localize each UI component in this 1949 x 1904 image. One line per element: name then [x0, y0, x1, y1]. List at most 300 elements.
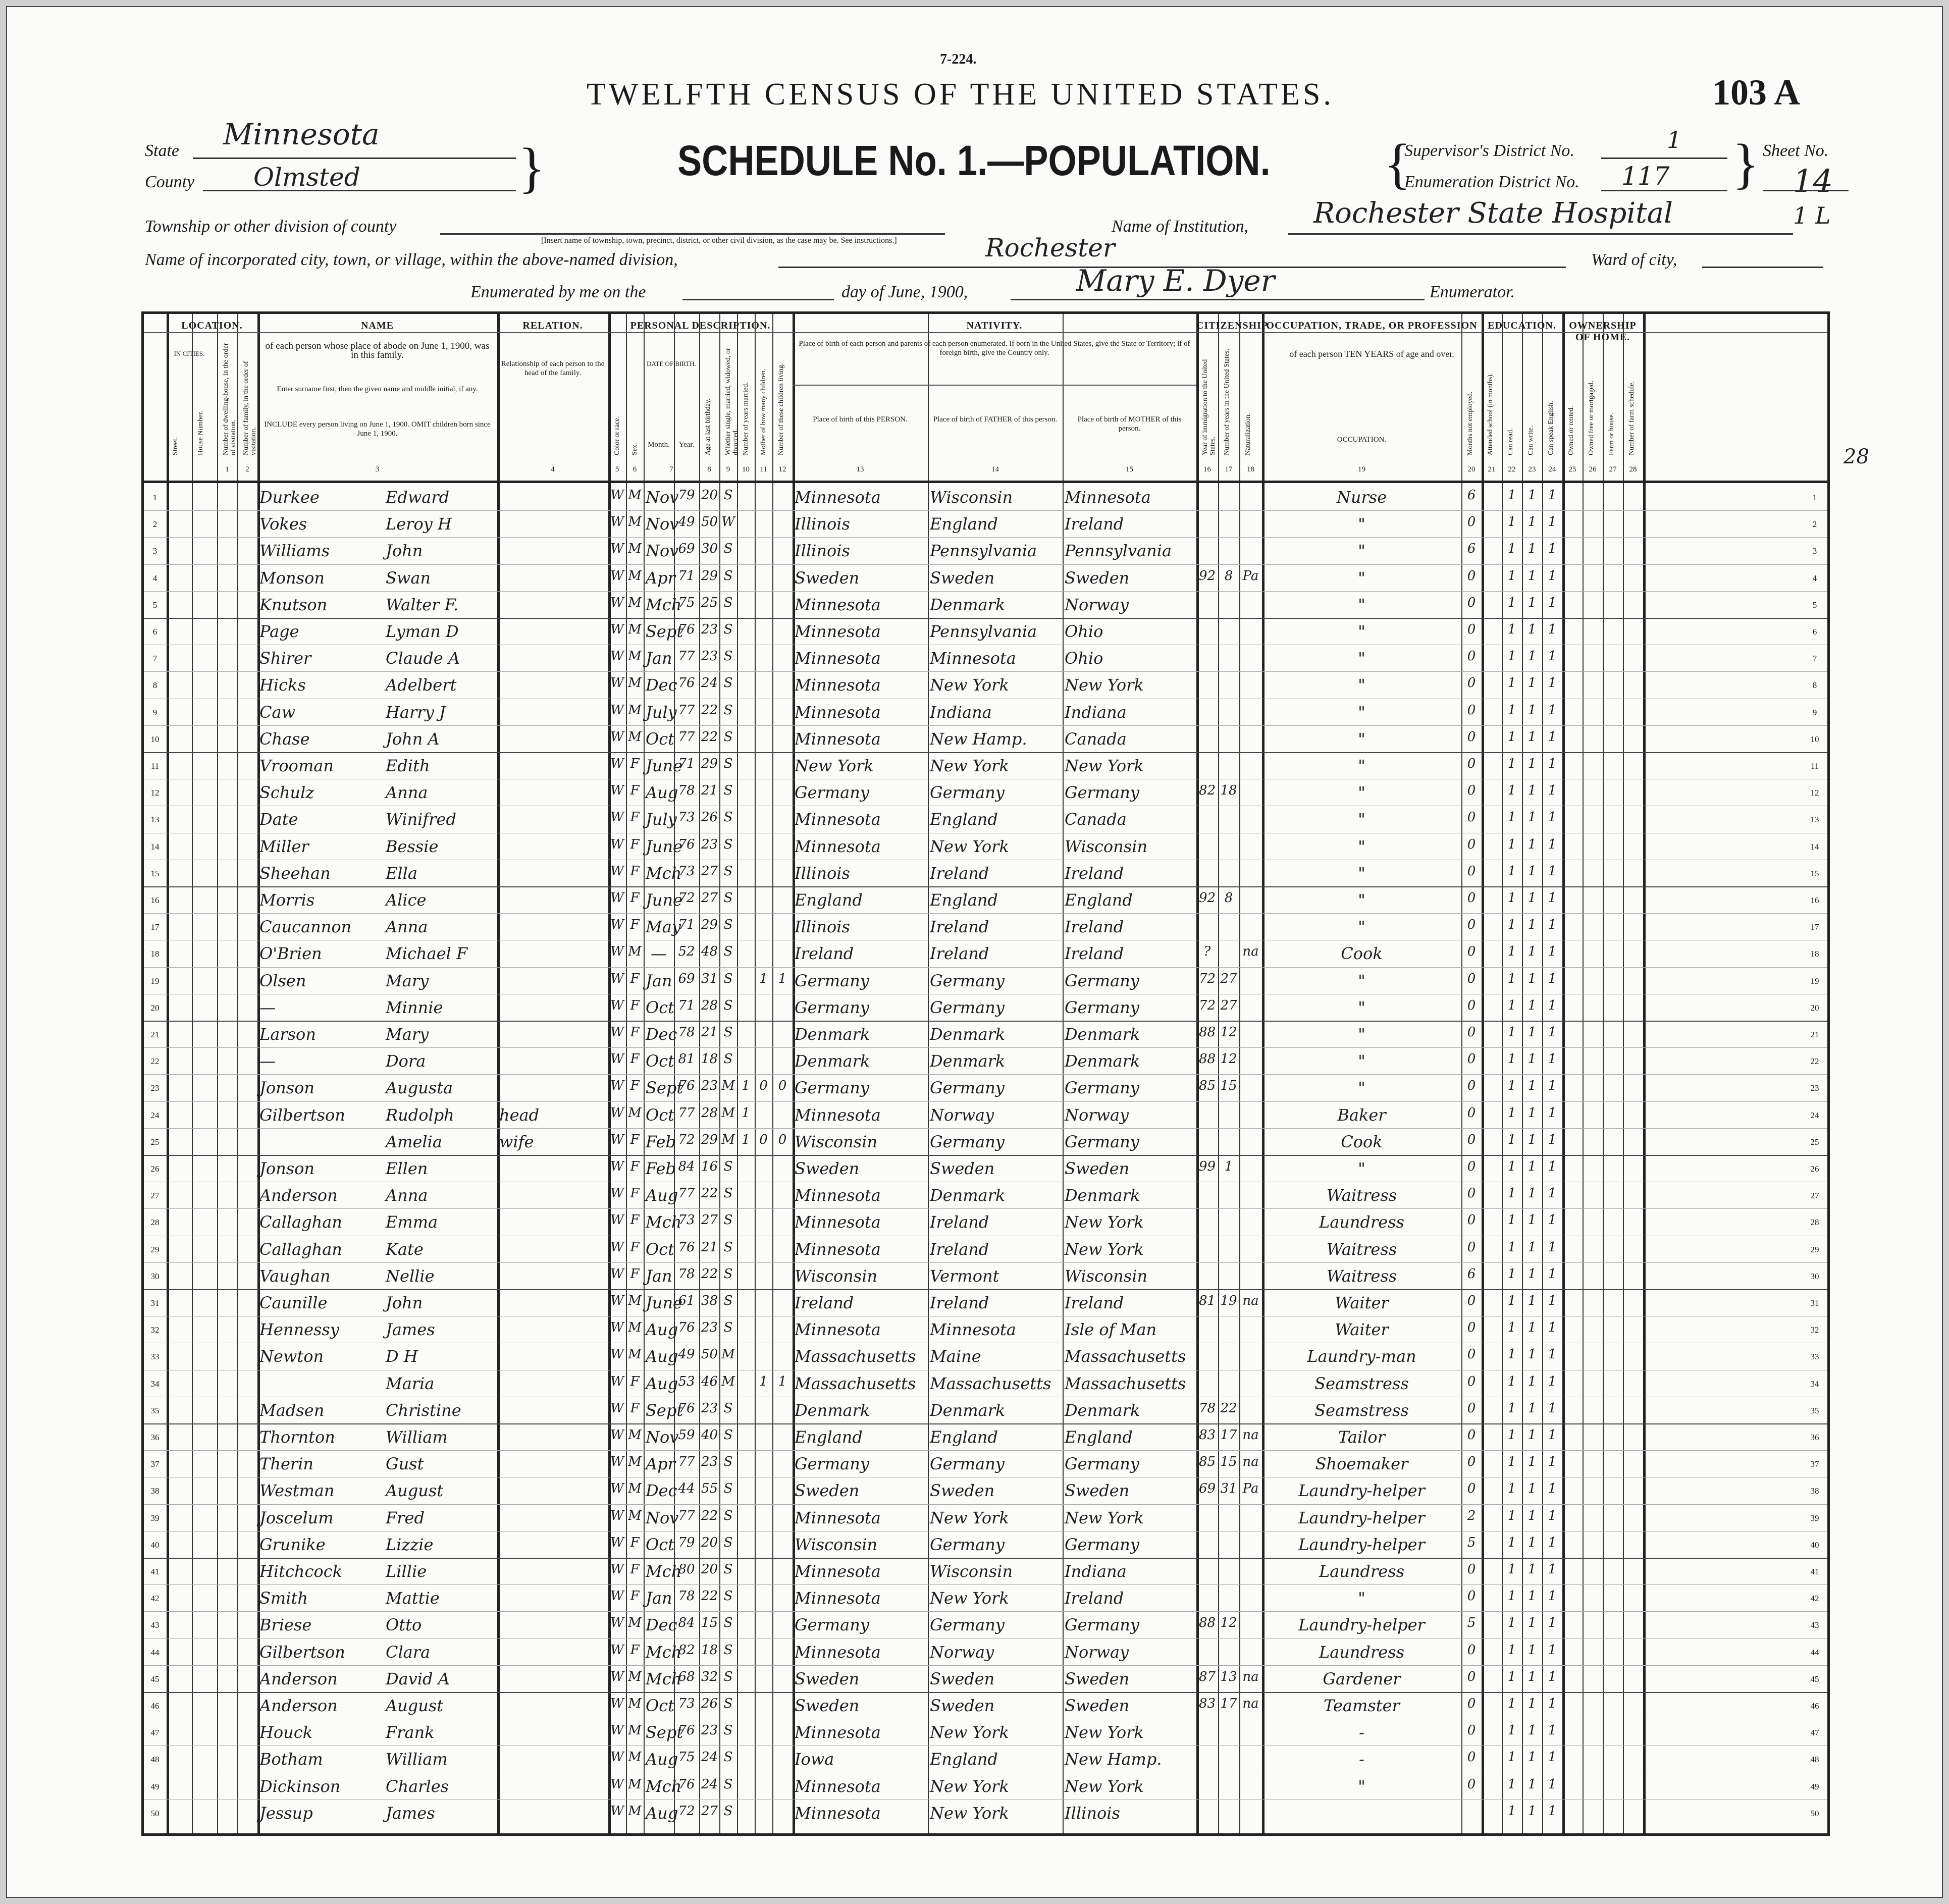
cell-bp: Wisconsin	[795, 1535, 878, 1554]
cell-c: W	[610, 1750, 624, 1765]
cell-given-name: Michael F	[386, 944, 468, 964]
column-number: 7	[669, 465, 673, 473]
cell-bp: Minnesota	[795, 1186, 881, 1205]
cell-bp: Germany	[795, 1615, 869, 1635]
cell-surname: —	[259, 997, 276, 1017]
cell-bm: Denmark	[1065, 1051, 1140, 1071]
cell-y: 77	[678, 729, 695, 745]
cell-r: 1	[1507, 810, 1516, 825]
cell-w: 1	[1527, 702, 1537, 718]
row-number-left: 38	[150, 1486, 160, 1496]
cell-mu: 0	[1467, 1105, 1476, 1121]
row-number-left: 45	[150, 1674, 160, 1684]
column-rule	[737, 314, 738, 1833]
column-number: 14	[991, 465, 999, 473]
cell-c: W	[610, 1293, 624, 1308]
cell-y: 69	[678, 541, 695, 557]
cell-w: 1	[1527, 541, 1537, 557]
cell-w: 1	[1527, 649, 1537, 664]
cell-c: W	[610, 1078, 624, 1094]
cell-bf: New York	[930, 1589, 1009, 1608]
row-number-right: 11	[1810, 761, 1819, 771]
cell-surname: Callaghan	[259, 1239, 342, 1259]
row-number-left: 28	[150, 1218, 160, 1228]
cell-e: 1	[1548, 783, 1557, 799]
cell-bf: Denmark	[930, 1051, 1006, 1071]
enum-district-value: 117	[1621, 162, 1670, 191]
row-number-right: 3	[1812, 546, 1817, 556]
cell-e: 1	[1548, 1293, 1557, 1308]
cell-bf: Ireland	[930, 1212, 989, 1232]
cell-r: 1	[1507, 1615, 1516, 1631]
cell-w: 1	[1527, 1239, 1537, 1255]
birth-header: DATE OF BIRTH.	[647, 360, 696, 367]
cell-given-name: Christine	[386, 1400, 461, 1420]
cell-bp: Minnesota	[795, 1320, 881, 1340]
census-sheet	[6, 6, 1943, 1898]
cell-im: 85	[1198, 1454, 1216, 1470]
column-number: 13	[856, 465, 864, 473]
cell-oc: "	[1358, 1776, 1365, 1796]
cell-a: 23	[701, 1320, 718, 1336]
cell-mu: 0	[1467, 1589, 1476, 1604]
cell-ms: S	[723, 488, 733, 503]
cell-y: 69	[678, 971, 695, 986]
cell-given-name: Ella	[386, 863, 417, 883]
cell-ms: S	[723, 1293, 733, 1308]
cell-y: 76	[678, 622, 695, 637]
cell-oc: Nurse	[1336, 488, 1387, 507]
row-number-left: 14	[150, 841, 160, 852]
cell-bp: Minnesota	[795, 702, 881, 722]
cell-given-name: Winifred	[386, 810, 456, 829]
cell-c: W	[610, 863, 624, 879]
cell-im: 83	[1198, 1427, 1216, 1443]
cell-mu: 5	[1467, 1615, 1476, 1631]
column-rule	[237, 314, 238, 1833]
cell-s: M	[628, 568, 642, 584]
township-label: Township or other division of county	[145, 217, 397, 236]
cell-s: M	[628, 675, 642, 691]
cell-bf: New York	[930, 756, 1009, 775]
cell-e: 1	[1548, 944, 1557, 960]
cell-surname: Jonson	[259, 1078, 314, 1098]
cell-c: W	[610, 1105, 624, 1121]
cell-e: 1	[1548, 1320, 1557, 1336]
cell-ms: S	[723, 1427, 733, 1443]
column-number: 26	[1589, 465, 1597, 473]
cell-r: 1	[1507, 1051, 1516, 1067]
cell-surname: Vaughan	[259, 1266, 331, 1286]
column-number: 2	[245, 465, 249, 473]
cell-mu: 0	[1467, 1562, 1476, 1577]
cell-oc: "	[1358, 595, 1365, 614]
cell-a: 50	[701, 1347, 718, 1362]
cell-y: 84	[678, 1615, 695, 1631]
cell-y: 77	[678, 1454, 695, 1470]
cell-e: 1	[1548, 1696, 1557, 1711]
cell-s: F	[630, 1642, 640, 1658]
occupation-header: OCCUPATION.	[1337, 436, 1387, 444]
row-number-left: 21	[150, 1030, 160, 1039]
cell-bm: New York	[1065, 1723, 1144, 1742]
cell-surname: Jessup	[259, 1803, 313, 1823]
cell-oc: "	[1358, 649, 1365, 668]
cell-y: 59	[678, 1427, 695, 1443]
row-number-right: 31	[1810, 1298, 1819, 1308]
cell-bf: Minnesota	[930, 1320, 1016, 1340]
cell-w: 1	[1527, 1454, 1537, 1470]
cell-yu: 15	[1220, 1454, 1237, 1470]
column-rule	[719, 314, 720, 1833]
cell-surname: Madsen	[259, 1400, 325, 1420]
cell-bp: Minnesota	[795, 1589, 881, 1608]
cell-r: 1	[1507, 514, 1516, 530]
cell-oc: Laundress	[1319, 1562, 1405, 1581]
cell-bm: New Hamp.	[1065, 1750, 1162, 1769]
cell-r: 1	[1507, 863, 1516, 879]
row-number-right: 25	[1810, 1137, 1819, 1147]
cell-c: W	[610, 1347, 624, 1362]
cell-ms: S	[723, 1589, 733, 1604]
cell-bf: Ireland	[930, 1293, 989, 1312]
cell-oc: "	[1358, 1025, 1365, 1044]
row-number-left: 50	[150, 1808, 160, 1818]
name-instr: Enter surname first, then the given name and middle initial, if any.	[277, 385, 478, 393]
institution-label: Name of Institution,	[1112, 217, 1249, 236]
column-rule	[1196, 314, 1199, 1833]
cell-m: Oct	[646, 1105, 675, 1125]
cell-surname: Morris	[259, 890, 315, 910]
cell-bm: Massachusetts	[1065, 1347, 1186, 1366]
cell-bp: Massachusetts	[795, 1373, 916, 1393]
cell-w: 1	[1527, 729, 1537, 745]
cell-w: 1	[1527, 1320, 1537, 1336]
cell-oc: Laundry-helper	[1298, 1535, 1425, 1554]
cell-bm: Denmark	[1065, 1186, 1140, 1205]
row-number-right: 40	[1810, 1540, 1819, 1550]
cell-a: 32	[701, 1669, 718, 1684]
cell-s: F	[630, 1078, 640, 1094]
cell-m: Aug	[646, 1347, 678, 1366]
cell-ms: S	[723, 622, 733, 637]
cell-r: 1	[1507, 1562, 1516, 1577]
cell-w: 1	[1527, 997, 1537, 1013]
cell-na: Pa	[1242, 568, 1259, 584]
cell-given-name: August	[386, 1696, 444, 1715]
column-rule	[1218, 314, 1219, 1833]
cell-bp: Minnesota	[795, 1212, 881, 1232]
row-group-rule	[144, 886, 1827, 887]
row-group-rule	[144, 1289, 1827, 1290]
cell-ms: S	[723, 541, 733, 557]
county-label: County	[145, 173, 195, 191]
cell-im: 87	[1198, 1669, 1216, 1684]
year-header: Year.	[678, 441, 695, 449]
row-rule	[144, 1665, 1827, 1666]
state-label: State	[145, 141, 179, 160]
cell-ms: S	[723, 1051, 733, 1067]
cell-r: 1	[1507, 729, 1516, 745]
cell-s: M	[628, 702, 642, 718]
cell-e: 1	[1548, 997, 1557, 1013]
cell-m: Aug	[646, 1750, 678, 1769]
row-number-left: 49	[150, 1781, 160, 1791]
cell-a: 23	[701, 1078, 718, 1094]
cell-m: Oct	[646, 997, 675, 1017]
row-number-right: 13	[1810, 815, 1819, 825]
cell-s: F	[630, 1159, 640, 1174]
cell-oc: "	[1358, 729, 1365, 749]
cell-y: 49	[678, 514, 695, 530]
row-number-left: 19	[150, 976, 160, 986]
enum-district-rule	[1601, 190, 1727, 191]
column-number: 12	[778, 465, 786, 473]
row-number-left: 7	[152, 654, 157, 664]
pob-father-header: Place of birth of FATHER of this person.	[933, 415, 1058, 424]
cell-c: W	[610, 1562, 624, 1577]
cell-given-name: Gust	[386, 1454, 424, 1474]
cell-c: W	[610, 1589, 624, 1604]
cell-given-name: Emma	[386, 1212, 438, 1232]
cell-y: 79	[678, 488, 695, 503]
cell-cl: 0	[778, 1078, 787, 1094]
cell-y: 79	[678, 1535, 695, 1550]
cell-given-name: Clara	[386, 1642, 431, 1662]
cell-a: 55	[701, 1481, 718, 1497]
cell-oc: "	[1358, 622, 1365, 641]
cell-e: 1	[1548, 1562, 1557, 1577]
cell-w: 1	[1527, 917, 1537, 933]
row-number-right: 6	[1812, 627, 1817, 637]
cell-e: 1	[1548, 514, 1557, 530]
cell-bm: Indiana	[1065, 702, 1127, 722]
cell-m: Mch	[646, 1776, 682, 1796]
cell-w: 1	[1527, 863, 1537, 879]
cell-given-name: Rudolph	[386, 1105, 454, 1125]
cell-e: 1	[1548, 1159, 1557, 1174]
row-number-right: 21	[1810, 1030, 1819, 1039]
cell-c: W	[610, 1454, 624, 1470]
cell-a: 25	[701, 595, 718, 610]
column-rule	[755, 314, 756, 1833]
cell-yu: 19	[1220, 1293, 1237, 1308]
cell-given-name: Edward	[386, 488, 450, 507]
cell-bm: Minnesota	[1065, 488, 1151, 507]
cell-a: 23	[701, 649, 718, 664]
row-number-left: 37	[150, 1459, 160, 1469]
cell-oc: Waiter	[1335, 1320, 1389, 1340]
cell-bm: Sweden	[1065, 1696, 1130, 1715]
cell-m: Mch	[646, 863, 682, 883]
cell-oc: "	[1358, 917, 1365, 937]
cell-a: 21	[701, 1239, 718, 1255]
row-number-right: 30	[1810, 1271, 1819, 1281]
cell-bm: Norway	[1065, 1642, 1129, 1662]
row-number-left: 10	[150, 734, 160, 744]
cell-bf: Germany	[930, 1132, 1005, 1151]
cell-w: 1	[1527, 1481, 1537, 1497]
pob-person-header: Place of birth of this PERSON.	[813, 415, 908, 424]
cell-w: 1	[1527, 783, 1537, 799]
cell-w: 1	[1527, 1669, 1537, 1684]
cell-mu: 0	[1467, 1723, 1476, 1738]
cell-surname: Caunille	[259, 1293, 328, 1312]
cell-bm: Massachusetts	[1065, 1373, 1186, 1393]
cell-ms: S	[723, 1481, 733, 1497]
cell-surname: Vokes	[259, 514, 307, 534]
cell-surname: Page	[259, 622, 299, 641]
cell-s: F	[630, 836, 640, 852]
cell-ms: S	[723, 783, 733, 799]
cell-w: 1	[1527, 1186, 1537, 1201]
cell-im: 92	[1198, 568, 1216, 584]
row-number-left: 25	[150, 1137, 160, 1147]
cell-surname: Joscelum	[259, 1508, 334, 1527]
cell-bf: Germany	[930, 1615, 1005, 1635]
cell-e: 1	[1548, 595, 1557, 610]
can-write-header: Can write.	[1527, 426, 1535, 455]
row-number-left: 11	[150, 761, 160, 771]
row-number-right: 4	[1812, 573, 1817, 583]
row-number-left: 24	[150, 1110, 160, 1120]
column-number: 25	[1568, 465, 1576, 473]
cell-surname: Date	[259, 810, 298, 829]
cell-ym: 1	[742, 1078, 750, 1094]
row-rule	[144, 1047, 1827, 1048]
cell-given-name: Swan	[386, 568, 431, 588]
cell-oc: "	[1358, 863, 1365, 883]
cell-c: W	[610, 488, 624, 503]
cell-y: 78	[678, 783, 695, 799]
cell-given-name: Edith	[386, 756, 430, 775]
column-number: 10	[742, 465, 750, 473]
column-rule	[1502, 314, 1503, 1833]
cell-bm: Ireland	[1065, 514, 1124, 534]
cell-c: W	[610, 568, 624, 584]
cell-mu: 0	[1467, 729, 1476, 745]
cell-bm: New York	[1065, 1239, 1144, 1259]
cell-a: 30	[701, 541, 718, 557]
row-number-right: 44	[1810, 1647, 1819, 1657]
cell-e: 1	[1548, 1025, 1557, 1040]
cell-a: 23	[701, 1400, 718, 1416]
cell-r: 1	[1507, 1589, 1516, 1604]
census-title: TWELFTH CENSUS OF THE UNITED STATES.	[587, 77, 1334, 112]
cell-m: Aug	[646, 783, 678, 803]
cell-a: 31	[701, 971, 718, 986]
cell-mu: 0	[1467, 1373, 1476, 1389]
column-rule	[1461, 314, 1462, 1833]
cell-bp: Minnesota	[795, 1508, 881, 1527]
cell-c: W	[610, 1481, 624, 1497]
cell-s: M	[628, 1750, 642, 1765]
cell-s: F	[630, 1266, 640, 1282]
cell-im: 99	[1198, 1159, 1216, 1174]
cell-y: 77	[678, 1186, 695, 1201]
header-rule	[144, 481, 1827, 483]
cell-given-name: James	[386, 1320, 435, 1340]
cell-bm: Isle of Man	[1065, 1320, 1157, 1340]
cell-ms: M	[721, 1078, 735, 1094]
cell-bm: Sweden	[1065, 1669, 1130, 1688]
cell-c: W	[610, 1266, 624, 1282]
cell-a: 22	[701, 1186, 718, 1201]
cell-m: Jan	[646, 649, 672, 668]
cell-bp: Denmark	[795, 1051, 870, 1071]
cell-mu: 0	[1467, 1025, 1476, 1040]
cell-bf: Germany	[930, 1078, 1005, 1098]
cell-y: 76	[678, 1239, 695, 1255]
cell-surname: Callaghan	[259, 1212, 342, 1232]
cell-m: May	[646, 917, 681, 937]
cell-mu: 0	[1467, 649, 1476, 664]
cell-y: 76	[678, 1320, 695, 1336]
cell-bp: Illinois	[795, 514, 850, 534]
day-rule	[682, 299, 834, 300]
cell-c: W	[610, 541, 624, 557]
cell-yu: 1	[1224, 1159, 1233, 1174]
cell-y: 82	[678, 1642, 695, 1658]
personal-heading: PERSONAL DESCRIPTION.	[630, 320, 771, 331]
cell-oc: "	[1358, 783, 1365, 803]
cell-bf: Ireland	[930, 863, 989, 883]
cell-given-name: Claude A	[386, 649, 460, 668]
row-number-left: 3	[152, 546, 157, 556]
row-number-left: 35	[150, 1405, 160, 1415]
cell-surname: Vrooman	[259, 756, 334, 775]
row-number-right: 22	[1810, 1056, 1819, 1067]
ownership-heading: OWNERSHIP OF HOME.	[1569, 320, 1637, 343]
cell-bm: Wisconsin	[1065, 1266, 1148, 1286]
cell-oc: Laundress	[1319, 1642, 1405, 1662]
cell-bp: Minnesota	[795, 1642, 881, 1662]
cell-a: 23	[701, 622, 718, 637]
cell-w: 1	[1527, 1159, 1537, 1174]
cell-oc: Waitress	[1326, 1186, 1397, 1205]
cell-a: 23	[701, 1454, 718, 1470]
cell-surname: Therin	[259, 1454, 314, 1474]
cell-oc: Waitress	[1326, 1239, 1397, 1259]
cell-m: Feb	[646, 1159, 676, 1178]
cell-given-name: James	[386, 1803, 435, 1823]
cell-c: W	[610, 944, 624, 960]
cell-s: M	[628, 1320, 642, 1336]
cell-y: 76	[678, 1723, 695, 1738]
margin-note: 28	[1843, 445, 1869, 468]
cell-oc: "	[1358, 1159, 1365, 1178]
years-married-header: Number of years married.	[742, 382, 750, 455]
cell-ms: S	[723, 810, 733, 825]
cell-c: W	[610, 702, 624, 718]
cell-m: Nov	[646, 1508, 679, 1527]
cell-m: Sept	[646, 1400, 683, 1420]
cell-bp: Sweden	[795, 1159, 860, 1178]
cell-mu: 0	[1467, 917, 1476, 933]
row-number-right: 43	[1810, 1620, 1819, 1630]
row-number-left: 26	[150, 1164, 160, 1174]
cell-s: M	[628, 944, 642, 960]
cell-c: W	[610, 1132, 624, 1147]
row-number-right: 47	[1810, 1728, 1819, 1738]
cell-y: 77	[678, 1508, 695, 1523]
column-rule	[192, 314, 193, 1833]
cell-bm: England	[1065, 1427, 1133, 1447]
column-number: 18	[1247, 465, 1254, 473]
cell-c: W	[610, 1615, 624, 1631]
cell-given-name: John A	[386, 729, 440, 749]
cell-w: 1	[1527, 1078, 1537, 1094]
